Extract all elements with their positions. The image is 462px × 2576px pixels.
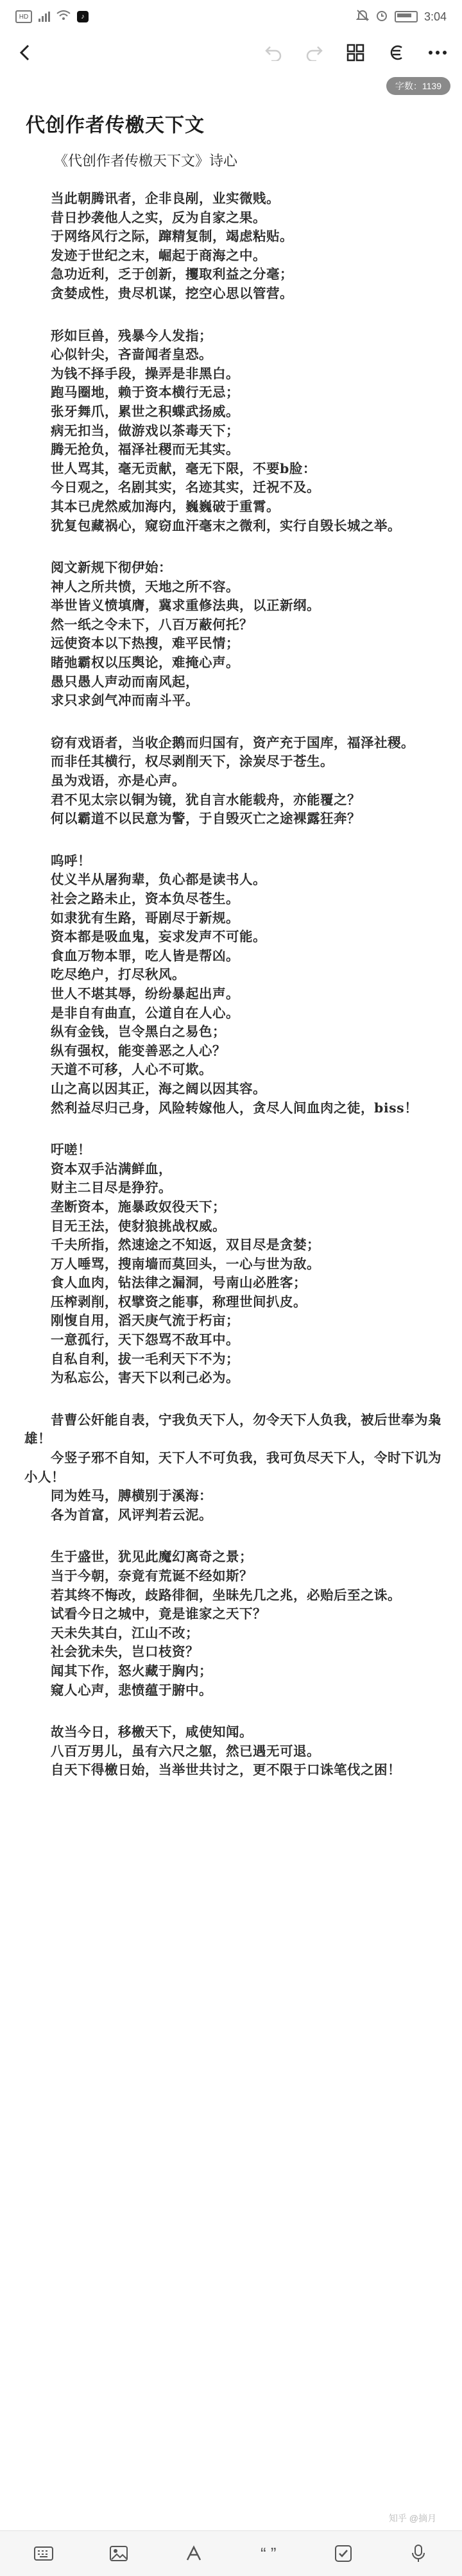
- poem-stanza[interactable]: [24, 1141, 443, 1388]
- poem-line[interactable]: 如隶犹有生路，哥剧尽于新规。: [51, 910, 239, 926]
- poem-line[interactable]: 是非自有曲直，公道自在人心。: [51, 1005, 239, 1021]
- poem-line[interactable]: 其本已虎然威加海内，巍巍破于重霄。: [51, 498, 280, 514]
- clock: 3:04: [424, 10, 447, 23]
- poem-line[interactable]: 窃有戏语者，当收企鹅而归国有，资产充于国库，福泽社稷。: [51, 734, 415, 750]
- poem-line[interactable]: 心似针尖，吝啬闻者皇恐。: [51, 347, 212, 363]
- poem-line[interactable]: 吁嗟！: [51, 1142, 91, 1158]
- poem-stanzas[interactable]: [24, 189, 443, 1780]
- poem-line[interactable]: 睹弛霸权以压舆论，难掩心声。: [51, 655, 239, 671]
- document-body[interactable]: [0, 109, 462, 1780]
- poem-line[interactable]: 世人骂其，毫无贡献，毫无下限，不要b脸：: [51, 460, 316, 476]
- poem-line[interactable]: 然一纸之令未下，八百万蔽何托？: [51, 616, 253, 632]
- battery-icon: [395, 11, 418, 22]
- keyboard-icon[interactable]: [30, 2539, 58, 2568]
- poem-line[interactable]: 当于今朝，奈竟有荒诞不经如斯？: [51, 1568, 253, 1584]
- poem-line[interactable]: 食血万物本罪，吃人皆是帮凶。: [51, 947, 239, 964]
- poem-line[interactable]: 呜呼！: [51, 852, 91, 869]
- poem-stanza[interactable]: [24, 327, 443, 536]
- poem-line[interactable]: 同为姓马，膊横别于溪海：: [51, 1488, 212, 1504]
- image-icon[interactable]: [105, 2539, 133, 2568]
- poem-line[interactable]: 愚只愚人声动而南风起，: [51, 673, 199, 689]
- poem-line[interactable]: 一意孤行，天下怨骂不敌耳中。: [51, 1332, 239, 1348]
- poem-line[interactable]: 病无扣当，做游戏以茶毒天下；: [51, 422, 239, 438]
- poem-line[interactable]: 财主二目尽是狰狞。: [51, 1180, 172, 1196]
- poem-stanza[interactable]: [24, 734, 443, 829]
- poem-stanza[interactable]: [24, 1548, 443, 1700]
- quote-icon[interactable]: “ ”: [261, 2543, 277, 2563]
- wifi-icon: [56, 10, 71, 24]
- checklist-icon[interactable]: [329, 2539, 357, 2568]
- poem-line[interactable]: 天未失其白，江山不改；: [51, 1625, 199, 1641]
- poem-stanza[interactable]: [24, 852, 443, 1118]
- alarm-icon: [375, 9, 388, 25]
- poem-line[interactable]: 求只求剑气冲而南斗平。: [51, 693, 199, 709]
- toolbar-actions: [261, 40, 450, 65]
- poem-line[interactable]: 闻其下作，怒火藏于胸内；: [51, 1663, 212, 1679]
- poem-line[interactable]: 发迹于世纪之末，崛起于商海之中。: [51, 247, 266, 263]
- poem-line[interactable]: 万人唾骂，搜南墙而莫回头，一心与世为敌。: [51, 1256, 320, 1272]
- poem-line[interactable]: 纵有强权，能变善恶之人心？: [51, 1042, 226, 1059]
- poem-line[interactable]: 刚愎自用，滔天庚气流于朽亩；: [51, 1313, 239, 1329]
- poem-line[interactable]: 虽为戏语，亦是心声。: [51, 773, 185, 789]
- voice-icon[interactable]: [404, 2539, 432, 2568]
- signal-icon: [38, 12, 50, 22]
- back-icon[interactable]: [12, 40, 37, 65]
- poem-line[interactable]: 仗义半从屠狗辈，负心都是读书人。: [51, 872, 266, 888]
- poem-line[interactable]: 远使资本以下热搜，难平民情；: [51, 635, 239, 652]
- poem-line[interactable]: 纵有金钱，岂令黑白之易色；: [51, 1024, 226, 1040]
- poem-line[interactable]: 何以霸道不以民意为警，于自毁灭亡之途裸露狂奔？: [51, 811, 361, 827]
- status-right: [356, 9, 447, 25]
- poem-line[interactable]: 资本都是吸血鬼，妄求发声不可能。: [51, 929, 266, 945]
- poem-line[interactable]: 而非任其横行，权尽剥削天下，涂炭尽于苍生。: [51, 754, 334, 770]
- poem-line[interactable]: 压榨剥削，权擘资之能事，称理世间扒皮。: [51, 1293, 307, 1310]
- format-icon[interactable]: [384, 40, 409, 65]
- document-title[interactable]: 代创作者传檄天下文: [26, 114, 205, 137]
- poem-line[interactable]: 生于盛世，犹见此魔幻离奇之景；: [51, 1549, 253, 1565]
- poem-line[interactable]: 然利益尽归己身，风险转嫁他人，贪尽人间血肉之徒，biss！: [51, 1100, 418, 1116]
- poem-line[interactable]: 张牙舞爪，累世之积蝶武扬威。: [51, 403, 239, 419]
- poem-line[interactable]: 今日观之，名剧其实，名迹其实，迁祝不及。: [51, 480, 320, 496]
- app-notification-icon: ♪: [77, 11, 89, 22]
- poem-line[interactable]: 举世皆义愤填膺，冀求重修法典，以正新纲。: [51, 598, 320, 614]
- poem-line[interactable]: 山之高以因其正，海之阔以因其容。: [51, 1080, 266, 1096]
- poem-line[interactable]: 犹复包藏祸心，窥窃血汗毫末之微利，实行自毁长城之举。: [51, 517, 401, 533]
- poem-line[interactable]: 君不见太宗以铜为镜，犹自言水能载舟，亦能覆之？: [51, 791, 361, 808]
- poem-line[interactable]: 形如巨兽，残暴今人发指；: [51, 327, 212, 343]
- poem-line[interactable]: 阅文新规下彻伊始：: [51, 560, 172, 576]
- poem-stanza[interactable]: [24, 1723, 443, 1780]
- poem-line[interactable]: 于网络风行之际，蹿精复制，竭虑粘贴。: [51, 229, 293, 245]
- status-left: [15, 10, 89, 24]
- watermark: 知乎 @摘月: [388, 2513, 436, 2523]
- poem-stanza[interactable]: [24, 1411, 443, 1525]
- undo-icon[interactable]: [261, 40, 286, 65]
- poem-line[interactable]: 今竖子邪不自知，天下人不可负我，我可负尽天下人，令时下讥为小人！: [24, 1450, 441, 1485]
- poem-line[interactable]: 社会犹未失，岂口枝资？: [51, 1644, 199, 1660]
- poem-line[interactable]: 千夫所指，然速途之不知返，双目尽是贪婪；: [51, 1237, 320, 1253]
- poem-line[interactable]: 腾无抢负，福泽社稷而无其实。: [51, 442, 239, 458]
- poem-line[interactable]: 急功近利，乏于创新，攫取利益之分毫；: [51, 266, 293, 282]
- poem-line[interactable]: 吃尽绝户，打尽秋风。: [51, 967, 185, 983]
- poem-line[interactable]: 贪婪成性，贵尽机谋，挖空心思以管营。: [51, 285, 293, 301]
- format-text-icon[interactable]: [180, 2539, 208, 2568]
- poem-line[interactable]: 自私自利，拔一毛利天下不为；: [51, 1351, 239, 1367]
- poem-line[interactable]: 为私忘公，害天下以利己必为。: [51, 1370, 239, 1386]
- poem-line[interactable]: 故当今日，移檄天下，咸使知闻。: [51, 1724, 253, 1740]
- editor-toolbar: [0, 33, 462, 72]
- poem-line[interactable]: 八百万男儿，虽有六尺之躯，然已遇无可退。: [51, 1743, 320, 1759]
- poem-line[interactable]: 试看今日之城中，竟是谁家之天下？: [51, 1606, 266, 1622]
- poem-line[interactable]: 目无王法，使豺狼挑战权威。: [51, 1218, 226, 1234]
- mute-icon: [356, 10, 369, 24]
- document-subtitle[interactable]: 《代创作者传檄天下文》诗心: [54, 153, 238, 169]
- poem-line[interactable]: 昔曹公奸能自表，宁我负天下人，勿令天下人负我，被后世奉为枭雄！: [24, 1412, 441, 1447]
- poem-stanza[interactable]: [24, 189, 443, 304]
- word-count-badge: 字数：1139: [386, 77, 450, 95]
- poem-line[interactable]: 垄断资本，施暴政奴役天下；: [51, 1198, 226, 1215]
- poem-line[interactable]: 天道不可移，人心不可欺。: [51, 1062, 212, 1078]
- poem-line[interactable]: 当此朝腾讯者，企非良剐，业实微贱。: [51, 191, 280, 206]
- poem-line[interactable]: 各为首富，风评判若云泥。: [51, 1507, 212, 1523]
- grid-icon[interactable]: [343, 40, 368, 65]
- poem-line[interactable]: 为钱不择手段，操弄是非黑白。: [51, 365, 239, 381]
- redo-icon[interactable]: [302, 40, 327, 65]
- poem-line[interactable]: 窥人心声，悲愤蕴于腑中。: [51, 1682, 212, 1698]
- word-count-row: [0, 72, 462, 98]
- poem-line[interactable]: 神人之所共愤，天地之所不容。: [51, 578, 239, 594]
- poem-line[interactable]: 资本双手沾满鲜血，: [51, 1161, 172, 1177]
- status-bar: [0, 0, 462, 33]
- poem-line[interactable]: 食人血肉，钻法律之漏洞，号南山必胜客；: [51, 1275, 307, 1291]
- poem-line[interactable]: 昔日抄袭他人之实，反为自家之果。: [51, 209, 266, 225]
- poem-line[interactable]: 社会之路未止，资本负尽苍生。: [51, 891, 239, 906]
- poem-line[interactable]: 自天下得檄日始，当举世共讨之，更不限于口诛笔伐之困！: [51, 1762, 401, 1778]
- poem-line[interactable]: 若其终不悔改，歧路徘徊，坐昧先几之兆，必贻后至之诛。: [51, 1587, 401, 1603]
- more-icon[interactable]: [425, 40, 450, 65]
- bottom-toolbar: [0, 2530, 462, 2576]
- poem-line[interactable]: 世人不堪其辱，纷纷暴起出声。: [51, 985, 239, 1001]
- sim-icon: HD: [15, 10, 32, 23]
- poem-stanza[interactable]: [24, 558, 443, 711]
- poem-line[interactable]: 跑马圈地，赖于资本横行无忌；: [51, 385, 239, 401]
